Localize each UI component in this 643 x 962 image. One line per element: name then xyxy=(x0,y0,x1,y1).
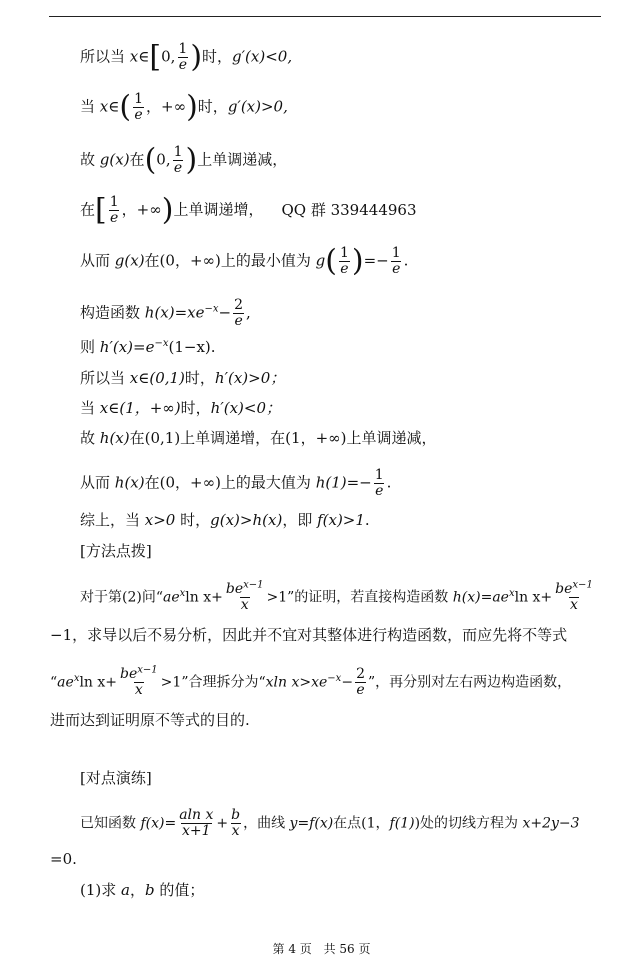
text: ，曲线 xyxy=(243,815,290,832)
text: 故 xyxy=(80,150,100,169)
math: b xyxy=(145,881,155,899)
math: ae xyxy=(163,589,180,606)
fraction xyxy=(339,246,350,277)
math: ln x+ xyxy=(185,589,223,606)
denominator: e xyxy=(356,682,365,698)
line-9 xyxy=(80,398,623,418)
page-footer xyxy=(0,940,643,957)
text: 所以当 xyxy=(80,47,130,66)
numerator: 1 xyxy=(134,91,143,107)
math: x xyxy=(129,47,139,66)
line-5 xyxy=(80,243,623,279)
line-8 xyxy=(80,368,623,388)
math: x+2y−3 xyxy=(522,815,580,832)
text: , xyxy=(246,303,251,322)
text: ， xyxy=(129,881,145,899)
numerator xyxy=(119,664,159,682)
text: 所以当 xyxy=(80,369,130,387)
superscript: x−1 xyxy=(572,579,593,591)
numerator: aln x xyxy=(179,807,214,823)
math: x>0 xyxy=(144,511,176,529)
line-19 xyxy=(80,808,623,839)
text: 对于第(2)问“ xyxy=(80,589,163,606)
text: (1)求 xyxy=(80,881,122,899)
text: 时， xyxy=(184,369,215,387)
math: f(1) xyxy=(389,815,415,832)
math: x∈(1，+∞) xyxy=(99,399,181,417)
math: >1 xyxy=(160,674,182,691)
line-10 xyxy=(80,428,623,448)
fraction xyxy=(119,664,159,698)
math: f(x)>1 xyxy=(317,511,365,529)
fraction xyxy=(230,808,241,839)
line-14 xyxy=(80,579,623,613)
text: ，即 xyxy=(282,511,318,529)
text: 故 xyxy=(80,429,100,447)
text: . xyxy=(364,511,370,529)
math: x∈(0,1) xyxy=(129,369,185,387)
superscript: x xyxy=(179,587,186,599)
fraction xyxy=(391,246,402,277)
text: 的值； xyxy=(154,881,205,899)
math: h′(x)>0； xyxy=(214,369,286,387)
bracket: ) xyxy=(190,39,203,75)
text: 在点(1， xyxy=(333,815,390,832)
math: ae xyxy=(57,674,74,691)
text: 在(0,1)上单调递增，在(1，+∞)上单调递减， xyxy=(129,429,437,447)
denominator: e xyxy=(134,107,143,123)
superscript: x xyxy=(508,587,515,599)
section-heading-practice xyxy=(80,768,623,788)
numerator: 1 xyxy=(109,194,119,210)
text: =0. xyxy=(50,850,77,868)
numerator: 1 xyxy=(374,467,384,483)
math: g′(x)<0, xyxy=(232,47,293,66)
denominator: e xyxy=(173,160,183,176)
text: 上单调递增， xyxy=(173,200,264,219)
line-11 xyxy=(80,468,623,499)
section-heading-method xyxy=(80,541,623,561)
math: ln x+ xyxy=(514,589,553,606)
math: ，+∞ xyxy=(121,200,162,219)
text: )处的切线方程为 xyxy=(414,815,523,832)
denominator: x xyxy=(240,597,249,613)
math: h(x) xyxy=(99,429,130,447)
math: f(x)= xyxy=(140,815,177,832)
text: 时， xyxy=(180,399,211,417)
line-4 xyxy=(80,192,623,228)
heading-text: [方法点拨] xyxy=(80,542,152,560)
text: 在 xyxy=(80,200,96,219)
text: “ xyxy=(50,674,58,691)
math: xln x>xe xyxy=(265,674,328,691)
denominator: e xyxy=(110,210,119,226)
line-2 xyxy=(80,89,623,125)
text: . xyxy=(403,251,409,270)
text: 时， xyxy=(202,47,233,66)
text: 上单调递减， xyxy=(197,150,288,169)
text: 在 xyxy=(129,150,145,169)
bracket: [ xyxy=(95,192,107,228)
denominator: e xyxy=(234,313,243,329)
denominator: e xyxy=(375,483,384,499)
math: ，+∞ xyxy=(146,97,187,116)
header-rule xyxy=(49,16,601,17)
fraction xyxy=(178,808,214,839)
line-21 xyxy=(80,880,623,900)
math: >1 xyxy=(266,589,288,606)
line-15 xyxy=(50,625,623,645)
math: + xyxy=(216,815,229,832)
page-total: 共 56 页 xyxy=(323,942,371,956)
qq-group-text: QQ 群 339444963 xyxy=(281,200,417,219)
text: . xyxy=(386,473,392,492)
bracket: ( xyxy=(119,89,132,125)
numerator-base: be xyxy=(225,581,244,597)
fraction xyxy=(374,468,385,499)
text: 时， xyxy=(175,511,211,529)
math: g′(x)>0, xyxy=(227,97,288,116)
numerator: 1 xyxy=(178,41,188,57)
math: ∈ xyxy=(108,97,120,116)
text: 从而 xyxy=(80,473,115,492)
text: 在(0，+∞)上的最小值为 xyxy=(144,251,316,270)
numerator: 1 xyxy=(173,144,183,160)
numerator: 2 xyxy=(356,666,365,682)
bracket: ) xyxy=(186,89,198,125)
fraction xyxy=(355,667,366,698)
math: h(x)=ae xyxy=(452,589,509,606)
line-7 xyxy=(80,337,623,357)
denominator: x+1 xyxy=(182,823,211,839)
math: − xyxy=(218,303,232,322)
math: h′(x)=e xyxy=(99,338,155,356)
math: g xyxy=(315,251,326,270)
heading-text: [对点演练] xyxy=(80,769,152,787)
math: g(x) xyxy=(99,150,130,169)
fraction xyxy=(233,298,244,329)
superscript: x−1 xyxy=(137,664,158,676)
text: 当 xyxy=(80,399,100,417)
numerator xyxy=(554,579,594,597)
math: h(x) xyxy=(114,473,145,492)
math: x xyxy=(99,97,109,116)
denominator: e xyxy=(178,57,187,73)
numerator xyxy=(225,579,265,597)
math: y=f(x) xyxy=(289,815,334,832)
superscript: −x xyxy=(154,338,169,349)
math: ∈ xyxy=(138,47,150,66)
text: 从而 xyxy=(80,251,115,270)
math: (1−x). xyxy=(168,338,216,356)
text: ”合理拆分为“ xyxy=(181,674,266,691)
line-16 xyxy=(50,664,623,698)
bracket: ) xyxy=(161,192,174,228)
text: 则 xyxy=(80,338,100,356)
math: ln x+ xyxy=(79,674,118,691)
bracket: ( xyxy=(325,243,337,279)
numerator: 1 xyxy=(391,245,401,261)
numerator: 1 xyxy=(339,245,349,261)
text: 当 xyxy=(80,97,100,116)
math: 0, xyxy=(161,47,176,66)
superscript: −x xyxy=(204,303,219,315)
line-12 xyxy=(80,510,623,530)
text: 构造函数 xyxy=(80,303,145,322)
math: h′(x)<0； xyxy=(210,399,282,417)
line-6 xyxy=(80,298,623,329)
bracket: [ xyxy=(149,39,162,75)
numerator: b xyxy=(231,807,241,823)
line-20 xyxy=(50,849,623,869)
text: 时， xyxy=(197,97,228,116)
denominator: x xyxy=(570,597,578,613)
superscript: x xyxy=(73,672,80,684)
math: − xyxy=(341,674,354,691)
math: h(x)=xe xyxy=(144,303,205,322)
denominator: x xyxy=(134,682,143,698)
bracket: ( xyxy=(144,142,157,178)
line-3 xyxy=(80,142,623,178)
text: 已知函数 xyxy=(80,815,141,832)
math: =− xyxy=(363,251,389,270)
fraction xyxy=(109,195,120,226)
fraction xyxy=(133,92,144,123)
math: g(x)>h(x) xyxy=(210,511,283,529)
math: a xyxy=(121,881,130,899)
bracket: ) xyxy=(351,243,364,279)
text: −1，求导以后不易分析，因此并不宜对其整体进行构造函数，而应先将不等式 xyxy=(50,626,568,644)
text: 在(0，+∞)上的最大值为 xyxy=(144,473,316,492)
math: g(x) xyxy=(114,251,145,270)
numerator-base: be xyxy=(555,581,573,597)
bracket: ) xyxy=(185,142,198,178)
superscript: −x xyxy=(327,672,342,684)
denominator: e xyxy=(340,261,349,277)
text: 进而达到证明原不等式的目的. xyxy=(50,711,250,729)
line-1 xyxy=(80,39,623,75)
page-number: 第 4 页 xyxy=(272,942,312,956)
text: ”的证明，若直接构造函数 xyxy=(287,589,453,606)
math: h(1)=− xyxy=(315,473,372,492)
text: 综上，当 xyxy=(80,511,145,529)
text: ”，再分别对左右两边构造函数， xyxy=(367,674,572,691)
superscript: x−1 xyxy=(243,579,264,591)
fraction xyxy=(554,579,594,613)
math: 0, xyxy=(156,150,171,169)
denominator: x xyxy=(231,823,240,839)
fraction xyxy=(177,42,188,73)
numerator: 2 xyxy=(234,297,244,313)
fraction xyxy=(225,579,265,613)
denominator: e xyxy=(392,261,401,277)
fraction xyxy=(173,145,184,176)
line-17 xyxy=(50,710,623,730)
numerator-base: be xyxy=(120,666,138,682)
